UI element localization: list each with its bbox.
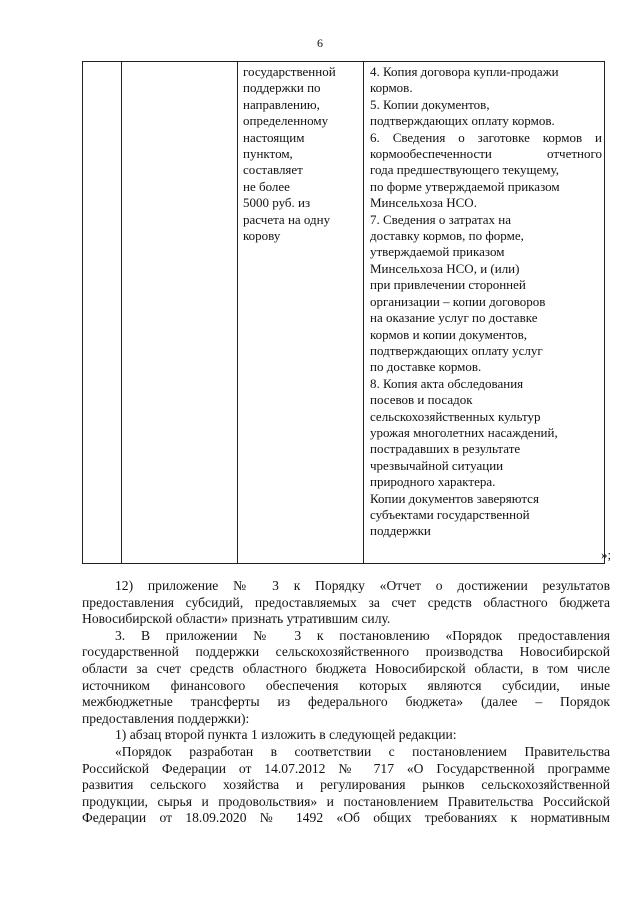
cell-text-line: Минсельхоза НСО, и (или) [370,260,520,276]
cell-text-line: поддержки по [243,80,321,96]
cell-text-line: корову [243,228,281,244]
paragraph-line: области за счет средств областного бюджета Новосибирской области, в том числе [82,660,610,676]
cell-text-line: пострадавших в результате [370,441,521,457]
cell-text-line: 6. Сведения о заготовке кормов и [370,129,602,145]
cell-text-line: подтверждающих оплату кормов. [370,113,555,129]
paragraph-line: 3. В приложении № 3 к постановлению «Порядок предоставления [115,627,610,643]
paragraph-line: «Порядок разработан в соответствии с постановлением Правительства [115,743,610,759]
cell-text-line: организации – копии договоров [370,293,546,309]
cell-text-line: направлению, [243,96,320,112]
closing-quote: »; [601,547,612,562]
cell-text-line: 4. Копия договора купли-продажи [370,64,559,79]
paragraph-line: Федерации от 18.09.2020 № 1492 «Об общих требованиях к нормативным [82,810,610,826]
cell-text-line: кормообеспеченности отчетного [370,146,602,162]
table-row [83,62,605,564]
cell-text-line: по доставке кормов. [370,359,482,375]
body-text [82,578,610,827]
cell-text-line: кормов и копии документов, [370,326,527,342]
cell-text-line: посевов и посадок [370,392,473,408]
cell-text-line: Копии документов заверяются [370,490,539,506]
cell-text-line: расчета на одну [243,211,331,227]
cell-text-line: по форме утверждаемой приказом [370,178,560,194]
cell-text-line: не более [243,178,290,194]
cell-text-line: при привлечении сторонней [370,277,526,293]
paragraph-line: межбюджетные трансферты из федерального бюджета» (далее – Порядок [82,694,610,710]
cell-text-line: урожая многолетних насаждений, [370,424,558,440]
cell-text-line: составляет [243,162,303,178]
paragraph-line: 1) абзац второй пункта 1 изложить в следующей редакции: [115,727,457,743]
table-cell-empty-2 [122,62,238,564]
continuation-table [82,61,605,564]
cell-text-line: подтверждающих оплату услуг [370,342,543,358]
table-cell-empty-1 [83,62,122,564]
paragraph-line: Новосибирской области» признать утратившим силу. [82,611,391,627]
paragraph-line: продукции, сырья и продовольствия» и постановлением Правительства Российской [82,793,610,809]
paragraph-line: источником финансового обеспечения которых являются субсидии, иные [82,677,610,693]
cell-text-line: поддержки [370,523,431,539]
paragraph-line: предоставления поддержки): [82,710,250,726]
cell-text-line: природного характера. [370,474,496,490]
cell-text-line: Минсельхоза НСО. [370,195,477,211]
cell-text-line: на оказание услуг по доставке [370,310,538,326]
cell-text-line: 5000 руб. из [243,195,311,211]
table-cell-documents-list [364,62,605,564]
paragraph-line: 12) приложение № 3 к Порядку «Отчет о достижении результатов [115,578,610,593]
paragraph-line: Российской Федерации от 14.07.2012 № 717 «О Государственной программе [82,760,610,776]
cell-text-line: 8. Копия акта обследования [370,375,524,391]
cell-text-line: пунктом, [243,146,293,162]
page-number: 6 [317,36,323,50]
cell-text-line: утверждаемой приказом [370,244,505,260]
cell-text-line: 7. Сведения о затратах на [370,211,512,227]
paragraph-line: развития сельского хозяйства и регулирования рынков сельскохозяйственной [82,777,610,793]
cell-text-line: определенному [243,113,329,129]
table-cell-support-amount [238,62,364,564]
cell-text-line: доставку кормов, по форме, [370,228,524,244]
paragraph-line: предоставления субсидий, предоставляемых за счет средств областного бюджета [82,594,610,610]
cell-text-line: чрезвычайной ситуации [370,457,504,473]
cell-text-line: государственной [243,64,336,79]
cell-text-line: настоящим [243,129,305,145]
cell-text-line: субъектами государственной [370,506,530,522]
cell-text-line: кормов. [370,80,413,96]
cell-text-line: 5. Копии документов, [370,96,490,112]
paragraph-line: государственной поддержки сельскохозяйственного производства Новосибирской [82,644,610,660]
cell-text-line: сельскохозяйственных культур [370,408,541,424]
cell-text-line: года предшествующего текущему, [370,162,559,178]
